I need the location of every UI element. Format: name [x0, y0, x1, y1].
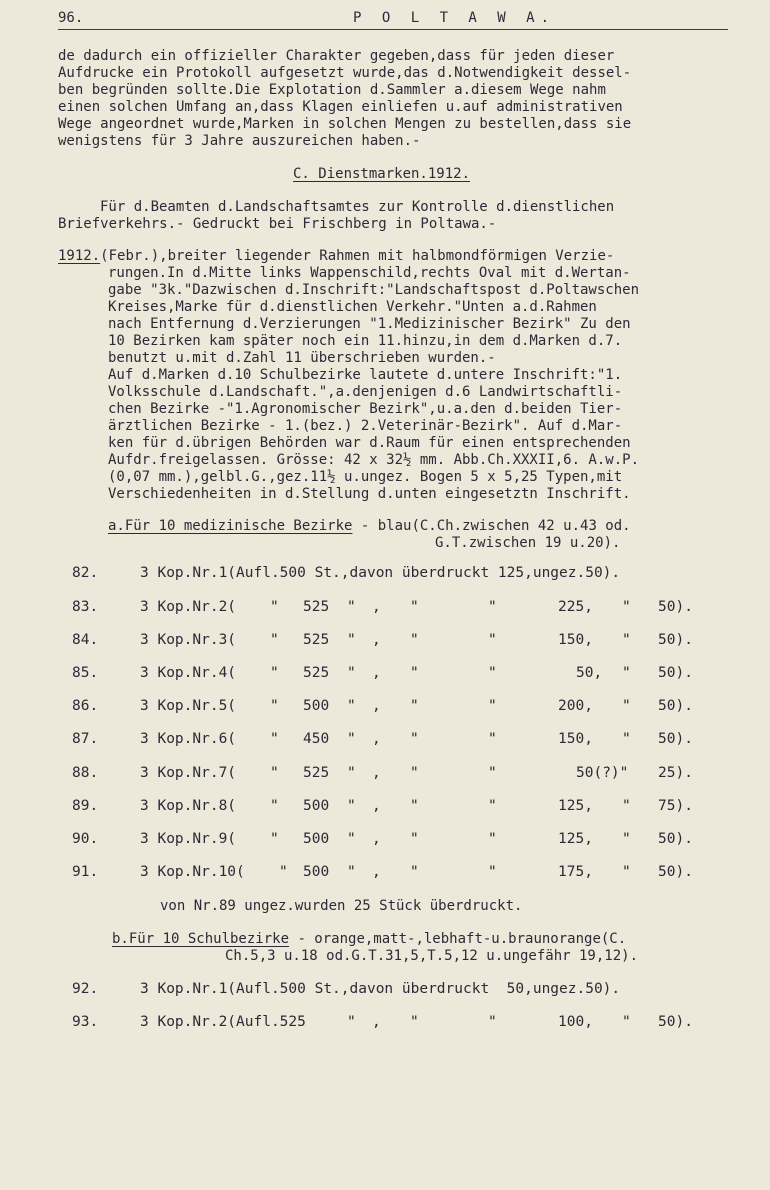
stamp-entry: 3 Kop.Nr.5(: [140, 698, 237, 714]
ditto-mark: ": [622, 1014, 631, 1030]
ditto-mark: ": [347, 798, 356, 814]
ditto-mark: ": [622, 599, 631, 615]
catalog-number: 88.: [72, 765, 99, 781]
ditto-mark: ": [488, 864, 497, 880]
ditto-mark: ": [488, 1014, 497, 1030]
description-line: ärztlichen Bezirke - 1.(bez.) 2.Veterinär-Bezirk". Auf d.Mar-: [108, 418, 623, 434]
page-title: P O L T A W A.: [353, 10, 556, 26]
ditto-mark: ": [347, 765, 356, 781]
overprinted-count: 150,: [558, 632, 593, 648]
separator: ,: [372, 599, 381, 615]
catalog-number: 90.: [72, 831, 99, 847]
print-run: 525: [303, 665, 330, 681]
stamp-entry: 3 Kop.Nr.8(: [140, 798, 237, 814]
table-row: [0, 1014, 770, 1034]
ditto-mark: ": [622, 698, 631, 714]
stamp-entry: 3 Kop.Nr.2(Aufl.525: [140, 1014, 306, 1030]
separator: ,: [372, 731, 381, 747]
section-title: C. Dienstmarken.1912.: [293, 166, 471, 182]
overprinted-count: 225,: [558, 599, 593, 615]
print-run: 525: [303, 765, 330, 781]
ditto-mark: ": [488, 632, 497, 648]
ditto-mark: ": [622, 798, 631, 814]
ditto-mark: ": [347, 831, 356, 847]
header-rule: [58, 29, 728, 30]
stamp-entry: 3 Kop.Nr.10(: [140, 864, 245, 880]
ditto-mark: ": [270, 831, 279, 847]
separator: ,: [372, 864, 381, 880]
overprinted-count: 200,: [558, 698, 593, 714]
print-run: 450: [303, 731, 330, 747]
ditto-mark: ": [347, 864, 356, 880]
catalog-number: 85.: [72, 665, 99, 681]
ditto-mark: ": [622, 864, 631, 880]
ditto-mark: ": [347, 599, 356, 615]
purpose-line: Briefverkehrs.- Gedruckt bei Frischberg in Poltawa.-: [58, 216, 497, 232]
overprinted-count: 50(?)": [576, 765, 629, 781]
description-line: (0,07 mm.),gelbl.G.,gez.11½ u.ungez. Bogen 5 x 5,25 Typen,mit: [108, 469, 623, 485]
intro-line: ben begründen sollte.Die Explotation d.Sammler a.diesem Wege nahm: [58, 82, 606, 98]
print-run: 500: [303, 798, 330, 814]
description-first-line: [58, 248, 614, 265]
imperforate-count: 50).: [658, 698, 693, 714]
ditto-mark: ": [410, 1014, 419, 1030]
stamp-entry: 3 Kop.Nr.6(: [140, 731, 237, 747]
stamp-entry: 3 Kop.Nr.7(: [140, 765, 237, 781]
description-line: chen Bezirke -"1.Agronomischer Bezirk",u.a.den d.beiden Tier-: [108, 401, 623, 417]
group-b-color-line2: Ch.5,3 u.18 od.G.T.31,5,T.5,12 u.ungefähr 19,12).: [225, 948, 639, 964]
overprinted-count: 50,: [576, 665, 603, 681]
ditto-mark: ": [410, 831, 419, 847]
ditto-mark: ": [410, 731, 419, 747]
intro-line: de dadurch ein offizieller Charakter gegeben,dass für jeden dieser: [58, 48, 615, 64]
imperforate-count: 25).: [658, 765, 693, 781]
ditto-mark: ": [622, 665, 631, 681]
overprinted-count: 175,: [558, 864, 593, 880]
table-row: [0, 864, 770, 884]
table-row: [0, 632, 770, 652]
stamp-entry: 3 Kop.Nr.1(Aufl.500 St.,davon überdruckt 125,ungez.50).: [140, 565, 621, 581]
description-line: Verschiedenheiten in d.Stellung d.unten eingesetztn Inschrift.: [108, 486, 631, 502]
catalog-number: 86.: [72, 698, 99, 714]
print-run: 525: [303, 599, 330, 615]
ditto-mark: ": [622, 731, 631, 747]
ditto-mark: ": [488, 798, 497, 814]
ditto-mark: ": [488, 599, 497, 615]
intro-line: Aufdrucke ein Protokoll aufgesetzt wurde,das d.Notwendigkeit dessel-: [58, 65, 632, 81]
imperforate-count: 50).: [658, 731, 693, 747]
catalog-number: 91.: [72, 864, 99, 880]
group-a-color: - blau(C.Ch.zwischen 42 u.43 od.: [352, 518, 631, 534]
ditto-mark: ": [622, 632, 631, 648]
description-line: 10 Bezirken kam später noch ein 11.hinzu,in dem d.Marken d.7.: [108, 333, 623, 349]
catalog-number: 89.: [72, 798, 99, 814]
stamp-entry: 3 Kop.Nr.3(: [140, 632, 237, 648]
separator: ,: [372, 698, 381, 714]
group-b-color: - orange,matt-,lebhaft-u.braunorange(C.: [289, 931, 627, 947]
catalog-number: 92.: [72, 981, 99, 997]
table-row: [0, 665, 770, 685]
print-run: 525: [303, 632, 330, 648]
ditto-mark: ": [488, 698, 497, 714]
ditto-mark: ": [270, 698, 279, 714]
table-row: [0, 698, 770, 718]
ditto-mark: ": [347, 632, 356, 648]
description-line: rungen.In d.Mitte links Wappenschild,rechts Oval mit d.Wertan-: [108, 265, 631, 281]
separator: ,: [372, 665, 381, 681]
group-a-color-line2: G.T.zwischen 19 u.20).: [435, 535, 621, 551]
ditto-mark: ": [270, 665, 279, 681]
ditto-mark: ": [488, 831, 497, 847]
description-first-text: (Febr.),breiter liegender Rahmen mit halbmondförmigen Verzie-: [100, 248, 615, 264]
imperforate-count: 50).: [658, 632, 693, 648]
description-year: 1912.: [58, 248, 101, 264]
description-line: Kreises,Marke für d.dienstlichen Verkehr."Unten a.d.Rahmen: [108, 299, 597, 315]
description-line: nach Entfernung d.Verzierungen "1.Medizinischer Bezirk" Zu den: [108, 316, 631, 332]
page-number: 96.: [58, 10, 84, 26]
ditto-mark: ": [488, 731, 497, 747]
ditto-mark: ": [347, 698, 356, 714]
table-row: [0, 731, 770, 751]
separator: ,: [372, 831, 381, 847]
ditto-mark: ": [270, 599, 279, 615]
ditto-mark: ": [410, 698, 419, 714]
ditto-mark: ": [347, 731, 356, 747]
table-row: [0, 599, 770, 619]
overprinted-count: 125,: [558, 831, 593, 847]
table-row: [0, 981, 770, 1001]
ditto-mark: ": [410, 632, 419, 648]
description-line: gabe "3k."Dazwischen d.Inschrift:"Landschaftspost d.Poltawschen: [108, 282, 640, 298]
ditto-mark: ": [410, 765, 419, 781]
stamp-entry: 3 Kop.Nr.1(Aufl.500 St.,davon überdruckt 50,ungez.50).: [140, 981, 621, 997]
catalog-number: 84.: [72, 632, 99, 648]
catalog-number: 82.: [72, 565, 99, 581]
group-a-note: von Nr.89 ungez.wurden 25 Stück überdruckt.: [160, 898, 523, 914]
description-line: benutzt u.mit d.Zahl 11 überschrieben wurden.-: [108, 350, 496, 366]
catalog-number: 87.: [72, 731, 99, 747]
ditto-mark: ": [347, 1014, 356, 1030]
catalog-number: 83.: [72, 599, 99, 615]
group-a-label: a.Für 10 medizinische Bezirke: [108, 518, 353, 534]
intro-line: einen solchen Umfang an,dass Klagen einliefen u.auf administrativen: [58, 99, 623, 115]
description-line: Auf d.Marken d.10 Schulbezirke lautete d.untere Inschrift:"1.: [108, 367, 623, 383]
ditto-mark: ": [410, 599, 419, 615]
catalog-number: 93.: [72, 1014, 99, 1030]
separator: ,: [372, 632, 381, 648]
ditto-mark: ": [270, 632, 279, 648]
purpose-line: Für d.Beamten d.Landschaftsamtes zur Kontrolle d.dienstlichen: [100, 199, 615, 215]
stamp-entry: 3 Kop.Nr.4(: [140, 665, 237, 681]
imperforate-count: 50).: [658, 665, 693, 681]
ditto-mark: ": [347, 665, 356, 681]
stamp-entry: 3 Kop.Nr.9(: [140, 831, 237, 847]
imperforate-count: 50).: [658, 599, 693, 615]
separator: ,: [372, 765, 381, 781]
description-line: Aufdr.freigelassen. Grösse: 42 x 32½ mm. Abb.Ch.XXXII,6. A.w.P.: [108, 452, 640, 468]
ditto-mark: ": [488, 665, 497, 681]
description-line: Volksschule d.Landschaft.",a.denjenigen d.6 Landwirtschaftli-: [108, 384, 623, 400]
table-row: [0, 765, 770, 785]
overprinted-count: 100,: [558, 1014, 593, 1030]
ditto-mark: ": [410, 798, 419, 814]
overprinted-count: 150,: [558, 731, 593, 747]
table-row: [0, 831, 770, 851]
imperforate-count: 75).: [658, 798, 693, 814]
print-run: 500: [303, 831, 330, 847]
ditto-mark: ": [270, 798, 279, 814]
ditto-mark: ": [410, 665, 419, 681]
ditto-mark: ": [270, 765, 279, 781]
intro-line: Wege angeordnet wurde,Marken in solchen Mengen zu bestellen,dass sie: [58, 116, 632, 132]
separator: ,: [372, 798, 381, 814]
stamp-entry: 3 Kop.Nr.2(: [140, 599, 237, 615]
ditto-mark: ": [270, 731, 279, 747]
table-row: [0, 798, 770, 818]
ditto-mark: ": [622, 831, 631, 847]
imperforate-count: 50).: [658, 1014, 693, 1030]
ditto-mark: ": [279, 864, 288, 880]
page-header: [58, 10, 728, 32]
print-run: 500: [303, 698, 330, 714]
print-run: 500: [303, 864, 330, 880]
imperforate-count: 50).: [658, 864, 693, 880]
ditto-mark: ": [488, 765, 497, 781]
description-line: ken für d.übrigen Behörden war d.Raum für einen entsprechenden: [108, 435, 631, 451]
imperforate-count: 50).: [658, 831, 693, 847]
group-b-label: b.Für 10 Schulbezirke: [112, 931, 290, 947]
separator: ,: [372, 1014, 381, 1030]
table-row: [0, 565, 770, 585]
overprinted-count: 125,: [558, 798, 593, 814]
ditto-mark: ": [410, 864, 419, 880]
intro-line: wenigstens für 3 Jahre auszureichen haben.-: [58, 133, 421, 149]
